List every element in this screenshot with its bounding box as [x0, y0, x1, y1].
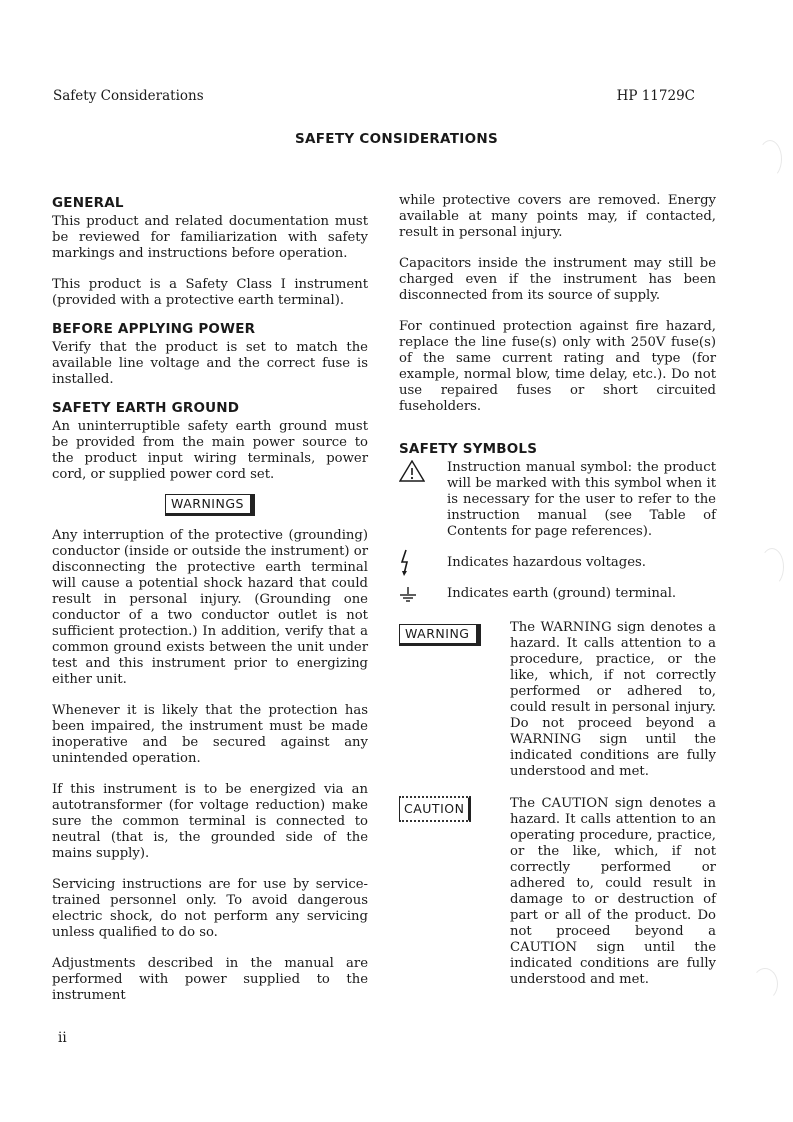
safety-symbols-heading: SAFETY SYMBOLS — [399, 441, 538, 457]
running-header-left: Safety Considerations — [53, 88, 204, 104]
earth-symbol-icon-cell — [399, 586, 447, 609]
scan-artifact — [758, 140, 782, 178]
warning-paragraph-3: If this instrument is to be energized via an autotransformer (for voltage reduction) make sure the common terminal is connected to neutral (that is, the grounded side of the mains supply). — [52, 782, 368, 861]
general-paragraph-2: This product is a Safety Class I instrument (provided with a protective earth terminal). — [52, 277, 368, 308]
warning-sign-text: The WARNING sign denotes a hazard. It calls attention to a procedure, practice, or the like, which, if not correctly performed or adhered to, could result in personal injury. Do not proceed beyond a WARNING sign until the indicated conditions are fully understood and met. — [510, 620, 716, 779]
caution-sign-cell — [399, 796, 510, 822]
fuse-paragraph: For continued protection against fire hazard, replace the line fuse(s) only with 250V fuse(s) of the same current rating and type (for example, normal blow, time delay, etc.). Do not use repaired fuses or short circuited fuseholders. — [399, 319, 716, 414]
left-column — [52, 195, 368, 1004]
warning-paragraph-2: Whenever it is likely that the protection has been impaired, the instrument must be made inoperative and be secured against any unintended operation. — [52, 703, 368, 766]
before-power-heading: BEFORE APPLYING POWER — [52, 321, 256, 337]
warning-paragraph-1: Any interruption of the protective (grounding) conductor (inside or outside the instrument) or disconnecting the protective earth terminal will cause a potential shock hazard that could result in personal injury. (Grounding one conductor of a two conductor outlet is not sufficient protection.) In addition, verify that a common ground exists between the unit under test and this instrument prior to energizing either unit. — [52, 528, 368, 687]
warning-paragraph-4: Servicing instructions are for use by service-trained personnel only. To avoid dangerous electric shock, do not perform any servicing unless qualified to do so. — [52, 877, 368, 940]
continued-paragraph: while protective covers are removed. Energy available at many points may, if contacted, result in personal injury. — [399, 193, 716, 240]
page-title: SAFETY CONSIDERATIONS — [295, 131, 498, 147]
capacitors-paragraph: Capacitors inside the instrument may still be charged even if the instrument has been disconnected from its source of supply. — [399, 256, 716, 303]
general-heading: GENERAL — [52, 195, 124, 211]
warnings-box-wrap — [52, 494, 368, 516]
voltage-symbol-row — [399, 549, 716, 582]
earth-symbol-text: Indicates earth (ground) terminal. — [447, 586, 677, 601]
warning-sign-row — [399, 620, 716, 780]
caution-sign-row — [399, 796, 716, 988]
warning-sign-cell — [399, 620, 510, 646]
hazardous-voltage-icon — [399, 549, 413, 577]
earth-ground-icon — [399, 586, 417, 604]
scan-artifact — [760, 548, 784, 586]
earth-symbol-row — [399, 586, 716, 609]
earth-ground-heading: SAFETY EARTH GROUND — [52, 400, 240, 416]
warning-badge: WARNING — [399, 624, 481, 646]
before-power-paragraph: Verify that the product is set to match the available line voltage and the correct fuse is installed. — [52, 340, 368, 387]
warning-paragraph-5: Adjustments described in the manual are performed with power supplied to the instrument — [52, 956, 368, 1003]
right-column — [399, 193, 716, 988]
warnings-badge: WARNINGS — [165, 494, 255, 516]
caution-badge: CAUTION — [399, 796, 471, 822]
instruction-manual-icon — [399, 460, 425, 482]
running-header-right: HP 11729C — [616, 88, 695, 104]
manual-symbol-icon-cell — [399, 460, 447, 487]
voltage-symbol-text: Indicates hazardous voltages. — [447, 555, 646, 570]
manual-symbol-text: Instruction manual symbol: the product will be marked with this symbol when it is necessary for the user to refer to the instruction manual (see Table of Contents for page references). — [447, 460, 716, 539]
caution-sign-text: The CAUTION sign denotes a hazard. It calls attention to an operating procedure, practice, or the like, which, if not correctly performed or adhered to, could result in damage to or destruction of part or all of the product. Do not proceed beyond a CAUTION sign until the indicated conditions are fully understood and met. — [510, 796, 716, 987]
page-number: ii — [58, 1030, 67, 1046]
earth-ground-paragraph: An uninterruptible safety earth ground must be provided from the main power source to the product input wiring terminals, power cord, or supplied power cord set. — [52, 419, 368, 482]
general-paragraph-1: This product and related documentation must be reviewed for familiarization with safety markings and instructions before operation. — [52, 214, 368, 261]
voltage-symbol-icon-cell — [399, 549, 447, 582]
scan-artifact — [752, 968, 778, 1000]
manual-symbol-row — [399, 460, 716, 540]
